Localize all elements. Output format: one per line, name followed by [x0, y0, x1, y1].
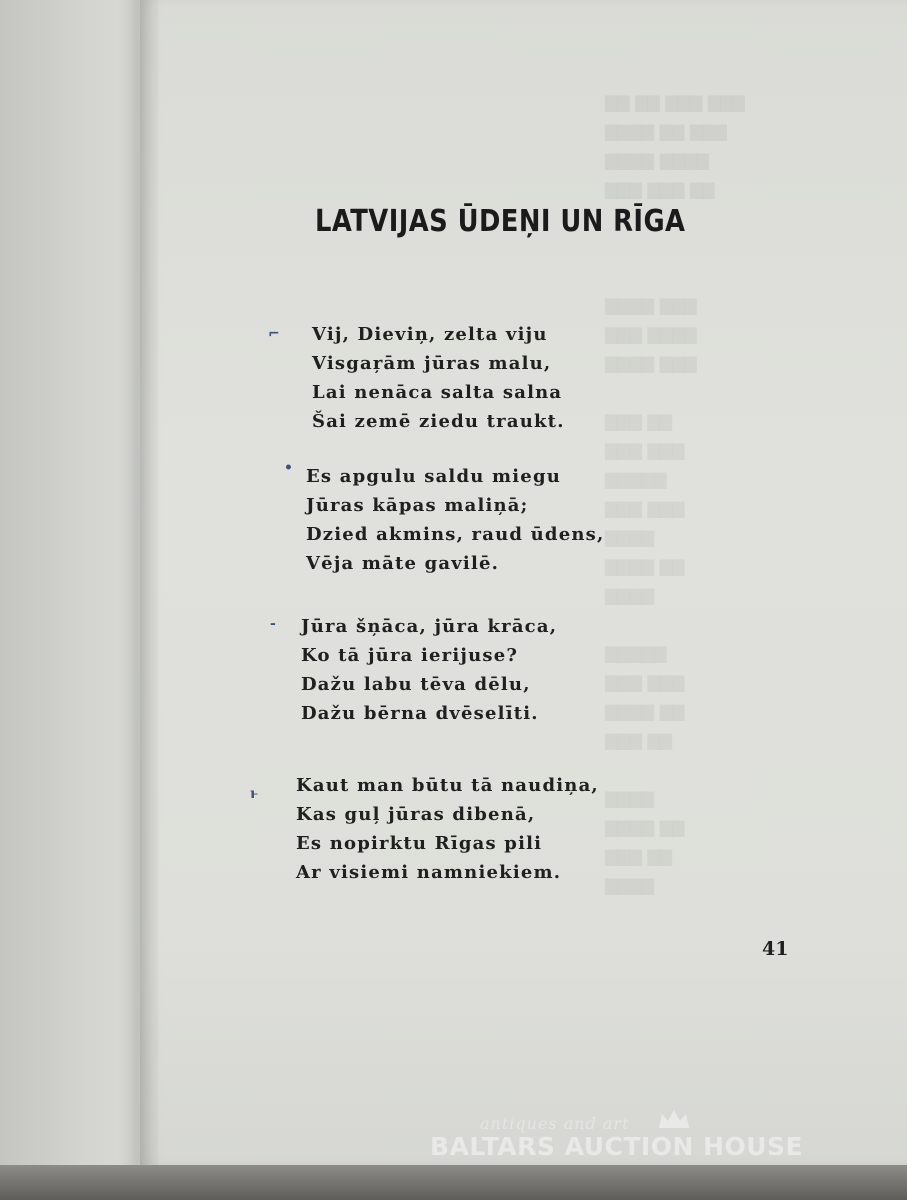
stanza-3 — [301, 612, 557, 728]
poem-line: Vēja māte gavilē. — [306, 553, 500, 574]
page-number: 41 — [762, 938, 789, 960]
poem-line: Visgaŗām jūras malu, — [312, 353, 552, 374]
poem-line: Ar visiemi namniekiem. — [296, 862, 562, 883]
stanza-2 — [306, 462, 604, 578]
poem-line: Ko tā jūra ierijuse? — [301, 645, 519, 666]
poem-line: Šai zemē ziedu traukt. — [312, 411, 565, 432]
pen-mark-icon: • — [284, 460, 293, 476]
poem-line: Dažu bērna dvēselīti. — [301, 703, 539, 724]
crown-icon — [656, 1108, 692, 1130]
poem-line: Lai nenāca salta salna — [312, 382, 563, 403]
poem-line: Jūra šņāca, jūra krāca, — [301, 616, 558, 637]
poem-line: Dažu labu tēva dēlu, — [301, 674, 531, 695]
poem-line: Kas guļ jūras dibenā, — [296, 804, 536, 825]
watermark — [430, 1108, 830, 1168]
poem-line: Jūras kāpas maliņā; — [306, 495, 529, 516]
poem-line: Vij, Dieviņ, zelta viju — [312, 324, 548, 345]
stanza-1 — [312, 320, 565, 436]
right-page — [140, 0, 907, 1165]
bottom-shadow — [0, 1165, 907, 1200]
pen-mark-icon: ⌐ — [268, 326, 280, 342]
watermark-tagline: antiques and art — [480, 1114, 630, 1133]
poem-title: LATVIJAS ŪDEŅI UN RĪGA — [315, 204, 686, 239]
pen-mark-icon: ‐ — [270, 616, 276, 632]
stanza-4 — [296, 771, 599, 887]
pen-mark-icon: ͱ — [250, 786, 259, 802]
poem-line: Kaut man būtu tā naudiņa, — [296, 775, 599, 796]
book-gutter — [118, 0, 158, 1200]
watermark-name: BALTARS AUCTION HOUSE — [430, 1132, 804, 1161]
poem-line: Es nopirktu Rīgas pili — [296, 833, 543, 854]
poem-line: Es apgulu saldu miegu — [306, 466, 562, 487]
show-through-text: ▇▇ ▇▇ ▇▇▇ ▇▇▇ ▇▇▇▇ ▇▇ ▇▇▇ ▇▇▇▇ ▇▇▇▇ ▇▇▇ ▇▇▇ ▇▇ ▇▇▇▇ ▇▇▇ ▇▇▇ ▇▇▇▇ ▇▇▇▇ ▇▇▇ ▇▇▇ ▇▇ ▇▇▇ ▇▇▇ ▇▇▇▇▇ ▇▇▇ ▇▇▇ ▇▇▇▇ ▇▇▇▇ ▇▇ ▇▇▇▇ ▇▇▇▇▇ ▇▇▇ ▇▇▇ ▇▇▇▇ ▇▇ ▇▇▇ ▇▇ ▇▇▇▇ ▇▇▇▇ ▇▇ ▇▇▇ ▇▇ ▇▇▇▇ — [605, 93, 745, 895]
poem-line: Dzied akmins, raud ūdens, — [306, 524, 605, 545]
